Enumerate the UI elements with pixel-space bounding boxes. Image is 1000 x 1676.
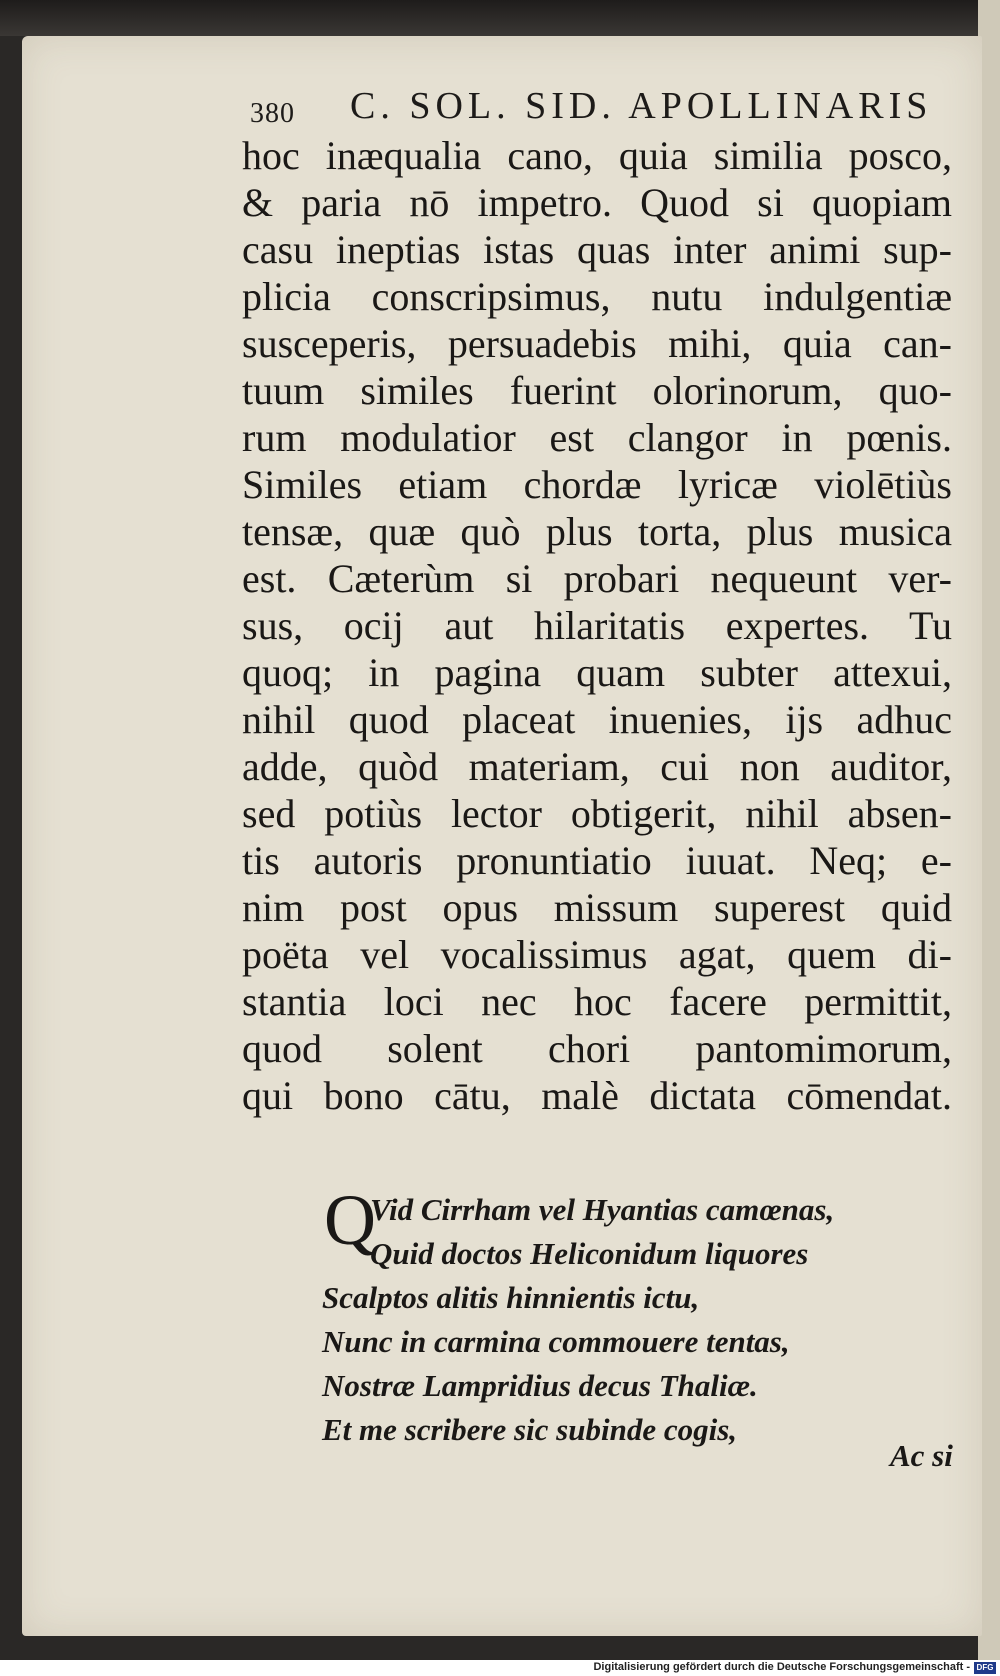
prose-line: quod solent chori pantomimorum, [242,1026,952,1071]
prose-line: sus, ocij aut hilaritatis expertes. Tu [242,603,952,648]
book-top-edge [0,0,1000,36]
prose-line: rum modulatior est clangor in pœnis. [242,415,952,460]
prose-line: nim post opus missum superest quid [242,885,952,930]
prose-line: susceperis, persuadebis mihi, quia can- [242,321,952,366]
prose-line: adde, quòd materiam, cui non auditor, [242,744,952,789]
footer-credit: Digitalisierung gefördert durch die Deutsche Forschungsgemeinschaft - [593,1661,970,1673]
drop-cap: Q [324,1180,376,1260]
prose-line: tuum similes fuerint olorinorum, quo- [242,368,952,413]
verse-line: Nunc in carmina commouere tentas, [322,1324,790,1359]
prose-line: hoc inæqualia cano, quia similia posco, [242,133,952,178]
header-title: C. SOL. SID. APOLLINARIS [350,85,933,127]
verse-line: Scalptos alitis hinnientis ictu, [322,1280,700,1315]
dfg-logo: DFG [974,1662,996,1674]
prose-line: sed potiùs lector obtigerit, nihil absen- [242,791,952,836]
prose-line: Similes etiam chordæ lyricæ violētiùs [242,462,952,507]
prose-line: & paria nō impetro. Quod si quopiam [242,180,952,225]
verse-line: Quid doctos Heliconidum liquores [370,1236,809,1271]
prose-block [242,132,952,1119]
verse-line: Et me scribere sic subinde cogis, [322,1412,738,1447]
book-page [22,36,982,1636]
prose-line: qui bono cātu, malè dictata cōmendat. [242,1073,952,1118]
prose-line: stantia loci nec hoc facere permittit, [242,979,952,1024]
verse-line: Nostræ Lampridius decus Thaliæ. [322,1368,758,1403]
catchword: Ac si [890,1438,953,1473]
prose-line: poëta vel vocalissimus agat, quem di- [242,932,952,977]
prose-line: plicia conscripsimus, nutu indulgentiæ [242,274,952,319]
prose-line: casu ineptias istas quas inter animi sup- [242,227,952,272]
prose-line: tis autoris pronuntiatio iuuat. Neq; e- [242,838,952,883]
verse-line: Vid Cirrham vel Hyantias camœnas, [370,1192,835,1227]
prose-line: quoq; in pagina quam subter attexui, [242,650,952,695]
running-head [250,80,933,130]
verse-block [322,1180,962,1452]
prose-line: tensæ, quæ quò plus torta, plus musica [242,509,952,554]
footer-bar [0,1660,1000,1676]
prose-line: nihil quod placeat inuenies, ijs adhuc [242,697,952,742]
page-number: 380 [250,98,295,129]
prose-line: est. Cæterùm si probari nequeunt ver- [242,556,952,601]
